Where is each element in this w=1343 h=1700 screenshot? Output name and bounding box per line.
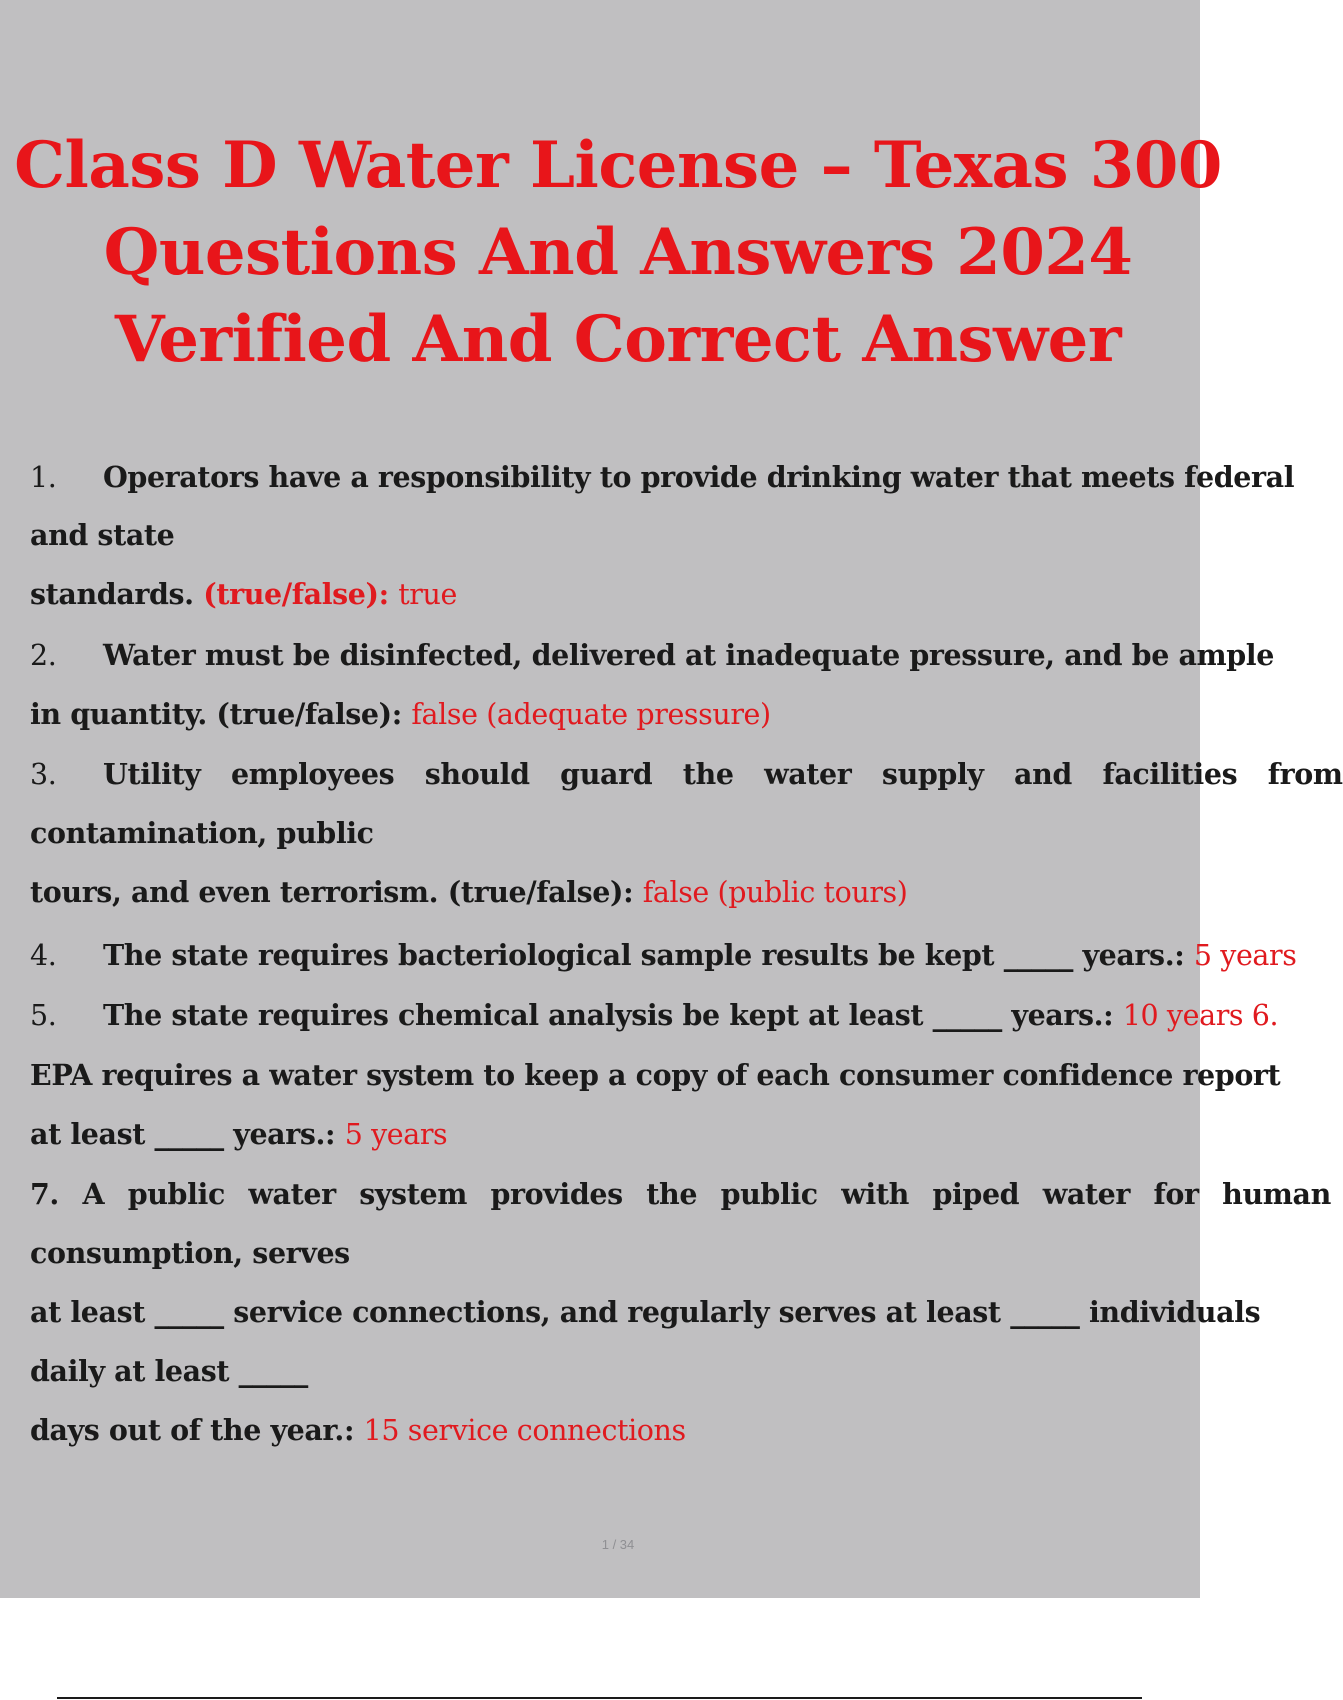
question-3-text-1: Utility employees should guard the water supply and facilities from bbox=[103, 757, 1343, 791]
question-3-text-3: tours, and even terrorism. (true/false): bbox=[30, 875, 634, 909]
question-7-text-1: 7. A public water system provides the public with piped water for human bbox=[30, 1177, 1331, 1211]
question-7-line-4 bbox=[30, 1354, 308, 1388]
title-line-2: Questions And Answers 2024 bbox=[103, 215, 1133, 290]
question-7-answer: 15 service connections bbox=[363, 1414, 686, 1447]
question-1-number: 1. bbox=[30, 461, 57, 494]
question-3-line-3 bbox=[30, 875, 908, 909]
question-2-text-2: in quantity. (true/false): bbox=[30, 697, 402, 731]
question-3-number: 3. bbox=[30, 758, 57, 791]
question-1-label: (true/false): bbox=[203, 577, 389, 611]
question-3-line-2 bbox=[30, 816, 374, 850]
question-6-answer: 5 years bbox=[344, 1118, 448, 1151]
question-7-text-3: at least _____ service connections, and regularly serves at least _____ individuals bbox=[30, 1295, 1261, 1329]
question-1-text-3: standards. bbox=[30, 577, 194, 611]
question-6-text-2: at least _____ years.: bbox=[30, 1117, 336, 1151]
question-7-line-1 bbox=[30, 1177, 1331, 1211]
question-6-text-1: EPA requires a water system to keep a copy of each consumer confidence report bbox=[30, 1058, 1281, 1092]
question-4-line bbox=[30, 938, 1296, 972]
question-2-number: 2. bbox=[30, 639, 57, 672]
question-2-text-1: Water must be disinfected, delivered at inadequate pressure, and be ample bbox=[103, 638, 1274, 672]
question-7-text-5: days out of the year.: bbox=[30, 1413, 355, 1447]
question-5-line bbox=[30, 998, 1278, 1032]
question-4-number: 4. bbox=[30, 939, 57, 972]
question-4-text: The state requires bacteriological sample results be kept _____ years.: bbox=[103, 938, 1185, 972]
question-1-line-3 bbox=[30, 577, 457, 611]
question-7-text-4: daily at least _____ bbox=[30, 1354, 308, 1388]
question-7-line-2 bbox=[30, 1236, 350, 1270]
question-3-line-1 bbox=[30, 757, 1343, 791]
question-6-line-2 bbox=[30, 1117, 447, 1151]
question-1-text-1: Operators have a responsibility to provide drinking water that meets federal bbox=[103, 460, 1295, 494]
document-title bbox=[0, 122, 1236, 383]
question-2-answer: false (adequate pressure) bbox=[411, 698, 771, 731]
question-2-line-2 bbox=[30, 697, 771, 731]
question-5-text: The state requires chemical analysis be kept at least _____ years.: bbox=[103, 998, 1114, 1032]
question-6-line-1 bbox=[30, 1058, 1280, 1092]
question-7-line-3 bbox=[30, 1295, 1260, 1329]
question-1-line-1 bbox=[30, 460, 1294, 494]
page-indicator: 1 / 34 bbox=[601, 1537, 635, 1552]
question-5-answer: 10 years 6. bbox=[1122, 999, 1279, 1032]
question-3-answer: false (public tours) bbox=[642, 876, 908, 909]
question-2-line-1 bbox=[30, 638, 1274, 672]
question-5-number: 5. bbox=[30, 999, 57, 1032]
question-7-text-2: consumption, serves bbox=[30, 1236, 350, 1270]
question-7-line-5 bbox=[30, 1413, 686, 1447]
question-4-answer: 5 years bbox=[1193, 939, 1297, 972]
title-line-3: Verified And Correct Answer bbox=[114, 302, 1122, 377]
question-1-line-2 bbox=[30, 518, 174, 552]
question-1-text-2: and state bbox=[30, 518, 175, 552]
title-line-1: Class D Water License – Texas 300 bbox=[14, 128, 1222, 203]
bottom-divider bbox=[57, 1697, 1142, 1699]
question-3-text-2: contamination, public bbox=[30, 816, 374, 850]
question-1-answer: true bbox=[398, 578, 457, 611]
